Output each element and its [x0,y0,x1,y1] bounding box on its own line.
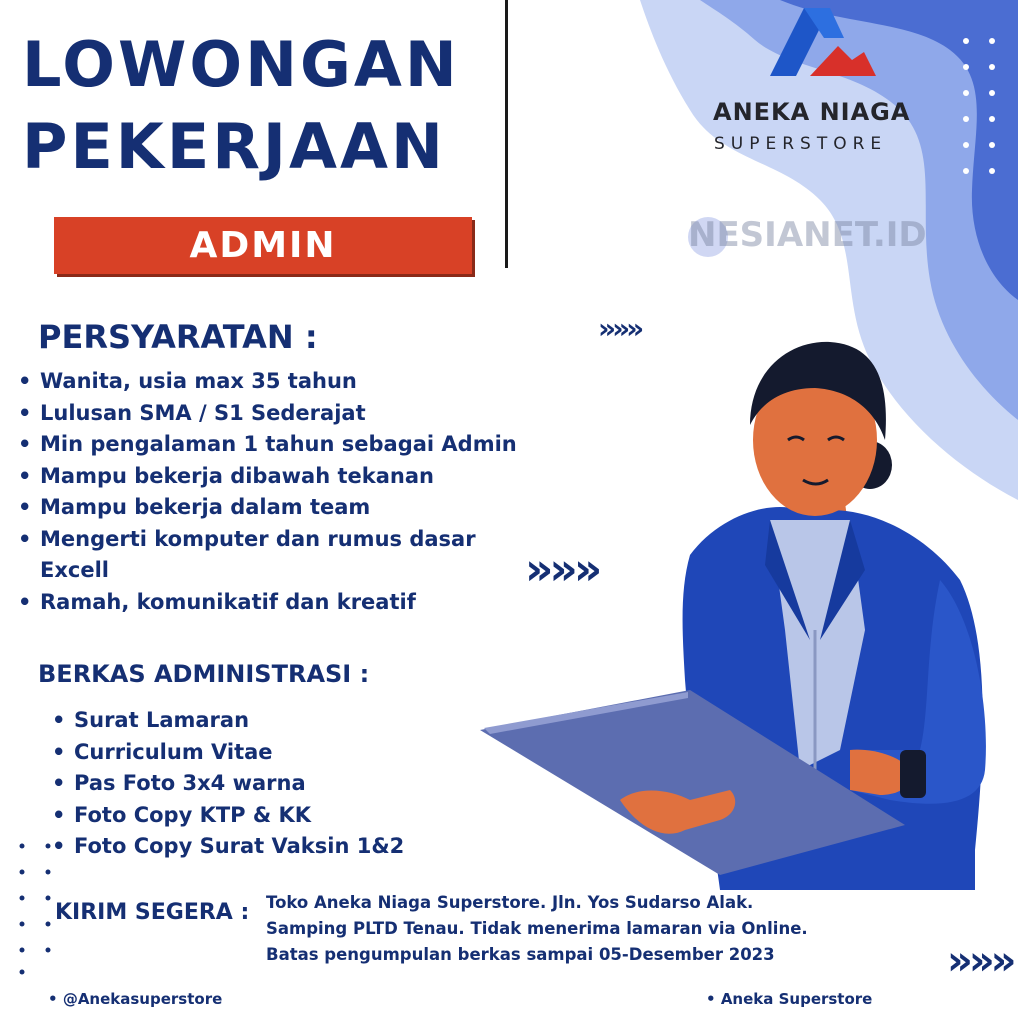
watermark [688,215,927,255]
list-item: • Mampu bekerja dalam team [18,492,538,524]
chevron-right-icon: »»» [947,938,1013,984]
position-label: ADMIN [189,225,337,266]
position-badge [54,217,472,274]
instagram-handle: • @Anekasuperstore [48,990,223,1008]
documents-title: BERKAS ADMINISTRASI : [38,660,370,688]
documents-list [52,705,452,863]
list-item: • Min pengalaman 1 tahun sebagai Admin [18,429,538,461]
list-item: • Ramah, komunikatif dan kreatif [18,587,538,619]
divider-line [505,0,508,268]
facebook-page-text: Aneka Superstore [720,990,873,1008]
list-item: • Lulusan SMA / S1 Sederajat [18,398,538,430]
headline-line-2: PEKERJAAN [22,110,446,183]
submission-details [266,890,906,968]
watermark-text: NESIANET.ID [688,215,927,255]
chevron-right-icon: »»» [525,544,599,595]
list-item: • Mampu bekerja dibawah tekanan [18,461,538,493]
instagram-handle-text: @Anekasuperstore [62,990,223,1008]
list-item: • Pas Foto 3x4 warna [52,768,452,800]
list-item: • Foto Copy KTP & KK [52,800,452,832]
list-item: • Wanita, usia max 35 tahun [18,366,538,398]
chevron-right-icon: »»» [598,312,641,345]
submission-line: Samping PLTD Tenau. Tidak menerima lamaran via Online. [266,919,808,938]
list-item: • Foto Copy Surat Vaksin 1&2 [52,831,452,863]
decorative-dots-top-right [960,35,1000,185]
requirements-list [18,366,538,618]
brand-name: ANEKA NIAGA [713,98,911,126]
submission-line: Toko Aneka Niaga Superstore. Jln. Yos Sudarso Alak. [266,893,754,912]
headline-line-1: LOWONGAN [22,28,460,101]
list-item: • Mengerti komputer dan rumus dasar Excell [18,524,510,587]
list-item: • Surat Lamaran [52,705,452,737]
facebook-page: • Aneka Superstore [706,990,873,1008]
submission-line: Batas pengumpulan berkas sampai 05-Desember 2023 [266,945,775,964]
submission-label: KIRIM SEGERA : [55,900,250,925]
requirements-title: PERSYARATAN : [38,318,318,356]
list-item: • Curriculum Vitae [52,737,452,769]
brand-tagline: SUPERSTORE [714,134,888,154]
woman-illustration [470,330,1018,890]
